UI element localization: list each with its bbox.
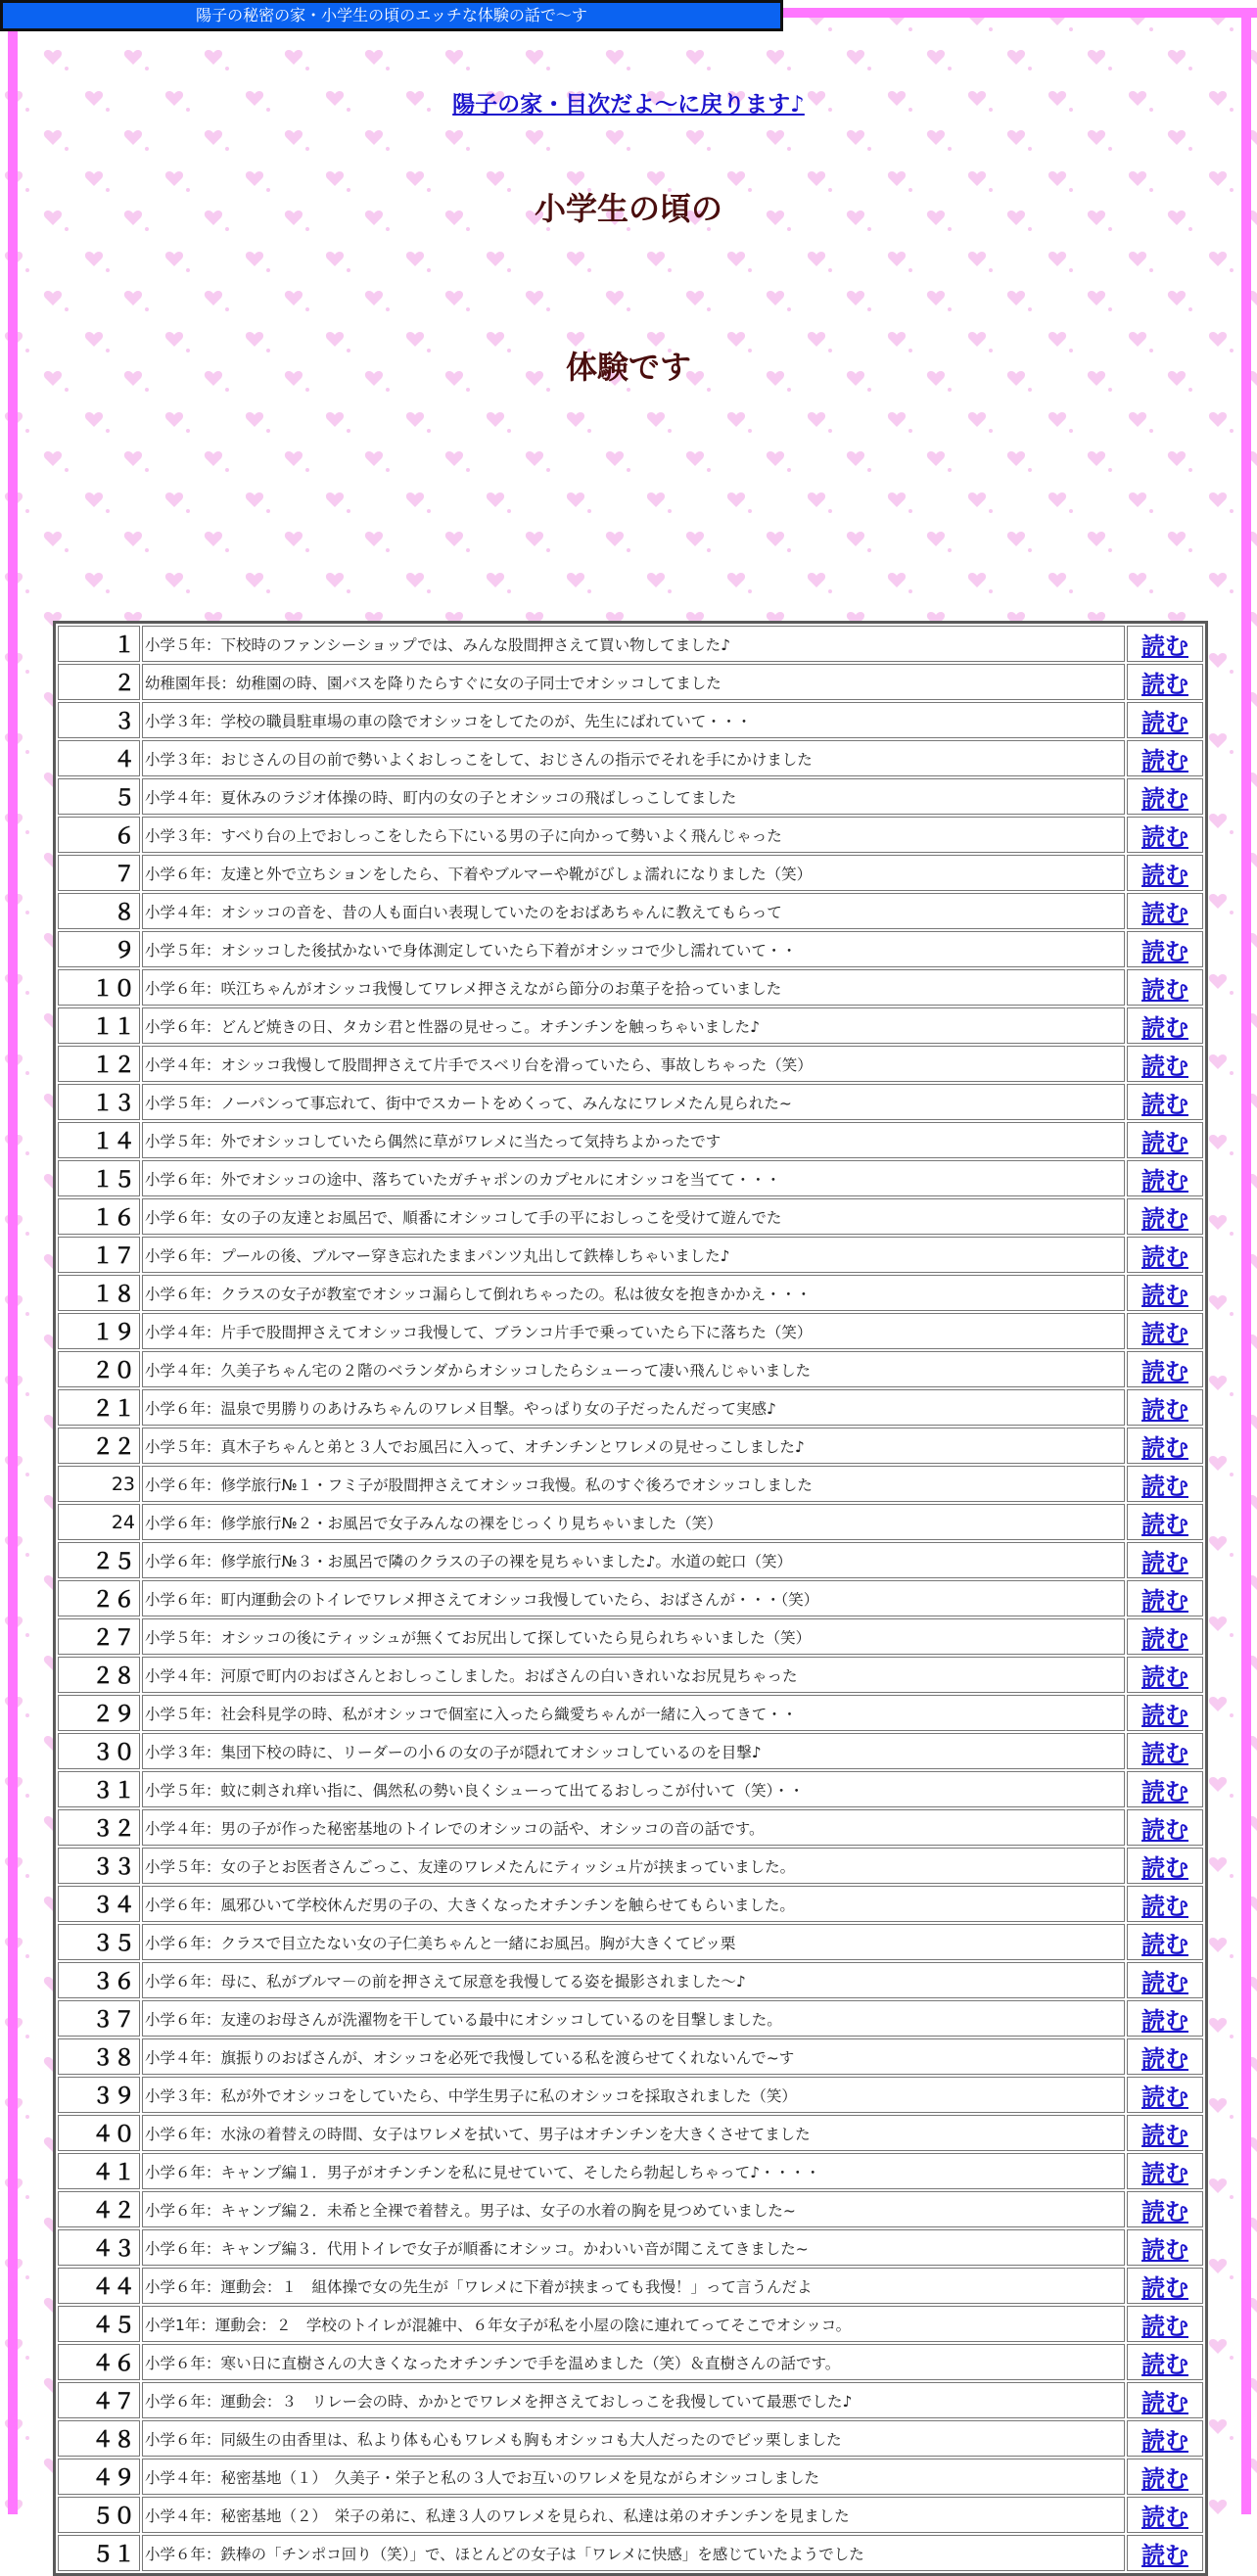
read-link[interactable]: 読む <box>1141 1702 1188 1729</box>
row-number: ３ <box>58 702 140 738</box>
page-title-line1: 小学生の頃の <box>534 190 722 227</box>
row-read-cell <box>1127 931 1203 967</box>
row-number: ４９ <box>58 2459 140 2495</box>
table-row <box>58 1504 1203 1540</box>
table-row <box>58 1848 1203 1884</box>
row-number: ４５ <box>58 2306 140 2342</box>
row-number: ２１ <box>58 1389 140 1426</box>
table-row <box>58 1084 1203 1120</box>
row-description: 小学６年：風邪ひいて学校休んだ男の子の、大きくなったオチンチンを触らせてもらいました。 <box>142 1886 1125 1922</box>
row-read-cell <box>1127 1618 1203 1655</box>
row-description: 小学６年：町内運動会のトイレでワレメ押さえてオシッコ我慢していたら、おばさんが・・・（笑） <box>142 1580 1125 1616</box>
row-description: 小学５年：外でオシッコしていたら偶然に草がワレメに当たって気持ちよかったです <box>142 1122 1125 1158</box>
page-header-title: 陽子の秘密の家・小学生の頃のエッチな体験の話で～す <box>0 0 783 31</box>
table-row <box>58 1198 1203 1235</box>
table-row <box>58 778 1203 815</box>
read-link[interactable]: 読む <box>1141 1014 1188 1042</box>
row-number: １２ <box>58 1046 140 1082</box>
row-number: ３５ <box>58 1924 140 1960</box>
row-description: 小学５年：女の子とお医者さんごっこ、友達のワレメたんにティッシュ片が挟まっていました。 <box>142 1848 1125 1884</box>
row-read-cell <box>1127 1313 1203 1349</box>
row-description: 小学６年：女の子の友達とお風呂で、順番にオシッコして手の平におしっこを受けて遊んでた <box>142 1198 1125 1235</box>
row-number: ４２ <box>58 2191 140 2227</box>
row-number: ２８ <box>58 1657 140 1693</box>
read-link[interactable]: 読む <box>1141 1282 1188 1309</box>
back-to-index-link[interactable]: 陽子の家・目次だよ～に戻ります♪ <box>452 92 805 117</box>
row-description: 小学３年：私が外でオシッコをしていたら、中学生男子に私のオシッコを採取されました（笑） <box>142 2077 1125 2113</box>
read-link[interactable]: 読む <box>1141 1205 1188 1233</box>
read-link[interactable]: 読む <box>1141 632 1188 660</box>
table-row <box>58 2344 1203 2380</box>
back-link-container <box>0 86 1257 118</box>
row-number: ７ <box>58 855 140 891</box>
table-row <box>58 2077 1203 2113</box>
read-link[interactable]: 読む <box>1141 900 1188 927</box>
row-read-cell <box>1127 969 1203 1006</box>
table-row <box>58 1886 1203 1922</box>
read-link[interactable]: 読む <box>1141 976 1188 1004</box>
read-link[interactable]: 読む <box>1141 1931 1188 1958</box>
row-read-cell <box>1127 855 1203 891</box>
row-description: 小学３年：おじさんの目の前で勢いよくおしっこをして、おじさんの指示でそれを手にかけました <box>142 740 1125 776</box>
table-row <box>58 2382 1203 2418</box>
table-row <box>58 1733 1203 1769</box>
row-read-cell <box>1127 1695 1203 1731</box>
table-row <box>58 931 1203 967</box>
table-row <box>58 2420 1203 2457</box>
row-number: ５０ <box>58 2497 140 2533</box>
row-read-cell <box>1127 702 1203 738</box>
table-row <box>58 2535 1203 2571</box>
table-row <box>58 1275 1203 1311</box>
row-read-cell <box>1127 2268 1203 2304</box>
table-row <box>58 2038 1203 2075</box>
row-number: ３０ <box>58 1733 140 1769</box>
row-description: 小学６年：友達のお母さんが洗濯物を干している最中にオシッコしているのを目撃しました。 <box>142 2000 1125 2037</box>
row-description: 小学６年：運動会：３ リレー会の時、かかとでワレメを押さえておしっこを我慢していて最悪でした♪ <box>142 2382 1125 2418</box>
read-link[interactable]: 読む <box>1141 1740 1188 1767</box>
row-description: 小学４年：オシッコの音を、昔の人も面白い表現していたのをおばあちゃんに教えてもらって <box>142 893 1125 929</box>
row-read-cell <box>1127 626 1203 662</box>
row-number: １５ <box>58 1160 140 1196</box>
read-link[interactable]: 読む <box>1141 2122 1188 2149</box>
row-description: 小学６年：修学旅行№２・お風呂で女子みんなの裸をじっくり見ちゃいました（笑） <box>142 1504 1125 1540</box>
row-read-cell <box>1127 2038 1203 2075</box>
pink-frame-top <box>783 8 1257 18</box>
row-number: ４ <box>58 740 140 776</box>
read-link[interactable]: 読む <box>1141 2542 1188 2569</box>
row-number: １９ <box>58 1313 140 1349</box>
row-number: ３４ <box>58 1886 140 1922</box>
row-number: １８ <box>58 1275 140 1311</box>
row-number: ３９ <box>58 2077 140 2113</box>
row-description: 小学６年：寒い日に直樹さんの大きくなったオチンチンで手を温めました（笑）＆直樹さんの話です。 <box>142 2344 1125 2380</box>
row-read-cell <box>1127 1504 1203 1540</box>
row-number: ４４ <box>58 2268 140 2304</box>
row-description: 小学６年：水泳の着替えの時間、女子はワレメを拭いて、男子はオチンチンを大きくさせてました <box>142 2115 1125 2151</box>
row-read-cell <box>1127 1771 1203 1807</box>
row-description: 小学４年：片手で股間押さえてオシッコ我慢して、ブランコ片手で乗っていたら下に落ちた（笑） <box>142 1313 1125 1349</box>
read-link[interactable]: 読む <box>1141 1969 1188 1996</box>
row-description: 小学４年：夏休みのラジオ体操の時、町内の女の子とオシッコの飛ばしっこしてました <box>142 778 1125 815</box>
row-description: 幼稚園年長：幼稚園の時、園バスを降りたらすぐに女の子同士でオシッコしてました <box>142 664 1125 700</box>
read-link[interactable]: 読む <box>1141 2007 1188 2035</box>
table-row <box>58 1657 1203 1693</box>
row-number: ２０ <box>58 1351 140 1387</box>
row-description: 小学５年：社会科見学の時、私がオシッコで個室に入ったら織愛ちゃんが一緒に入ってきて・・ <box>142 1695 1125 1731</box>
row-read-cell <box>1127 2420 1203 2457</box>
row-number: ３１ <box>58 1771 140 1807</box>
row-read-cell <box>1127 1848 1203 1884</box>
story-list-body <box>58 626 1203 2571</box>
read-link[interactable]: 読む <box>1141 2504 1188 2531</box>
table-row <box>58 2000 1203 2037</box>
read-link[interactable]: 読む <box>1141 2160 1188 2187</box>
row-description: 小学1年：運動会：２ 学校のトイレが混雑中、６年女子が私を小屋の陰に連れてってそこでオシッコ。 <box>142 2306 1125 2342</box>
table-row <box>58 1695 1203 1731</box>
row-number: １０ <box>58 969 140 1006</box>
row-number: ２２ <box>58 1428 140 1464</box>
row-description: 小学６年：友達と外で立ちションをしたら、下着やブルマーや靴がびしょ濡れになりました（笑） <box>142 855 1125 891</box>
row-description: 小学６年：温泉で男勝りのあけみちゃんのワレメ目撃。やっぱり女の子だったんだって実感♪ <box>142 1389 1125 1426</box>
row-description: 小学６年：母に、私がブルマ－の前を押さえて尿意を我慢してる姿を撮影されました～♪ <box>142 1962 1125 1998</box>
row-read-cell <box>1127 2459 1203 2495</box>
row-number: ３６ <box>58 1962 140 1998</box>
row-number: ２５ <box>58 1542 140 1578</box>
read-link[interactable]: 読む <box>1141 1511 1188 1538</box>
table-row <box>58 2306 1203 2342</box>
read-link[interactable]: 読む <box>1141 1396 1188 1424</box>
read-link[interactable]: 読む <box>1141 2389 1188 2416</box>
row-read-cell <box>1127 2229 1203 2266</box>
row-number: ４８ <box>58 2420 140 2457</box>
read-link[interactable]: 読む <box>1141 938 1188 965</box>
row-number: ５１ <box>58 2535 140 2571</box>
row-read-cell <box>1127 1198 1203 1235</box>
row-description: 小学６年：クラスで目立たない女の子仁美ちゃんと一緒にお風呂。胸が大きくてビッ栗 <box>142 1924 1125 1960</box>
row-description: 小学４年：男の子が作った秘密基地のトイレでのオシッコの話や、オシッコの音の話です。 <box>142 1809 1125 1846</box>
read-link[interactable]: 読む <box>1141 1243 1188 1271</box>
read-link[interactable]: 読む <box>1141 1091 1188 1118</box>
row-read-cell <box>1127 1275 1203 1311</box>
row-read-cell <box>1127 2382 1203 2418</box>
row-read-cell <box>1127 1351 1203 1387</box>
row-read-cell <box>1127 1924 1203 1960</box>
row-read-cell <box>1127 1580 1203 1616</box>
row-number: ６ <box>58 817 140 853</box>
row-description: 小学６年：鉄棒の「チンポコ回り（笑）」で、ほとんどの女子は「ワレメに快感」を感じていたようでした <box>142 2535 1125 2571</box>
read-link[interactable]: 読む <box>1141 1129 1188 1156</box>
row-number: ３２ <box>58 1809 140 1846</box>
table-row <box>58 1809 1203 1846</box>
table-row <box>58 1580 1203 1616</box>
read-link[interactable]: 読む <box>1141 823 1188 851</box>
read-link[interactable]: 読む <box>1141 2351 1188 2378</box>
row-description: 小学５年：オシッコした後拭かないで身体測定していたら下着がオシッコで少し濡れていて・・ <box>142 931 1125 967</box>
row-number: ４０ <box>58 2115 140 2151</box>
table-row <box>58 2268 1203 2304</box>
read-link[interactable]: 読む <box>1141 1320 1188 1347</box>
read-link[interactable]: 読む <box>1141 1434 1188 1462</box>
row-description: 小学３年：集団下校の時に、リーダーの小６の女の子が隠れてオシッコしているのを目撃♪ <box>142 1733 1125 1769</box>
page-title-line2: 体験です <box>565 349 691 386</box>
table-row <box>58 1466 1203 1502</box>
row-description: 小学６年：キャンプ編２．未希と全裸で着替え。男子は、女子の水着の胸を見つめていました~ <box>142 2191 1125 2227</box>
row-number: ２９ <box>58 1695 140 1731</box>
row-description: 小学５年：蚊に刺され痒い指に、偶然私の勢い良くシューって出てるおしっこが付いて（笑）・・ <box>142 1771 1125 1807</box>
read-link[interactable]: 読む <box>1141 1625 1188 1653</box>
table-row <box>58 1313 1203 1349</box>
row-description: 小学６年：プールの後、ブルマー穿き忘れたままパンツ丸出して鉄棒しちゃいました♪ <box>142 1237 1125 1273</box>
table-row <box>58 2115 1203 2151</box>
read-link[interactable]: 読む <box>1141 2236 1188 2264</box>
table-row <box>58 969 1203 1006</box>
row-number: ４７ <box>58 2382 140 2418</box>
row-read-cell <box>1127 740 1203 776</box>
row-description: 小学４年：秘密基地（１） 久美子・栄子と私の３人でお互いのワレメを見ながらオシッコしました <box>142 2459 1125 2495</box>
row-description: 小学６年：咲江ちゃんがオシッコ我慢してワレメ押さえながら節分のお菓子を拾っていました <box>142 969 1125 1006</box>
table-row <box>58 1962 1203 1998</box>
row-number: ３７ <box>58 2000 140 2037</box>
table-row <box>58 893 1203 929</box>
row-read-cell <box>1127 2000 1203 2037</box>
row-read-cell <box>1127 2497 1203 2533</box>
row-read-cell <box>1127 1160 1203 1196</box>
row-number: 23 <box>58 1466 140 1502</box>
row-number: ３３ <box>58 1848 140 1884</box>
row-description: 小学４年：河原で町内のおばさんとおしっこしました。おばさんの白いきれいなお尻見ちゃった <box>142 1657 1125 1693</box>
row-number: ４１ <box>58 2153 140 2189</box>
row-description: 小学４年：オシッコ我慢して股間押さえて片手でスベリ台を滑っていたら、事故しちゃった（笑） <box>142 1046 1125 1082</box>
row-read-cell <box>1127 1657 1203 1693</box>
read-link[interactable]: 読む <box>1141 2045 1188 2073</box>
row-number: １４ <box>58 1122 140 1158</box>
row-description: 小学６年：修学旅行№３・お風呂で隣のクラスの子の裸を見ちゃいました♪。水道の蛇口（笑） <box>142 1542 1125 1578</box>
row-read-cell <box>1127 1084 1203 1120</box>
row-number: ４６ <box>58 2344 140 2380</box>
table-row <box>58 2229 1203 2266</box>
read-link[interactable]: 読む <box>1141 2198 1188 2225</box>
table-row <box>58 1122 1203 1158</box>
row-read-cell <box>1127 2115 1203 2151</box>
table-row <box>58 1351 1203 1387</box>
row-read-cell <box>1127 893 1203 929</box>
row-description: 小学６年：同級生の由香里は、私より体も心もワレメも胸もオシッコも大人だったのでビッ栗しました <box>142 2420 1125 2457</box>
table-row <box>58 1007 1203 1044</box>
row-read-cell <box>1127 2306 1203 2342</box>
row-read-cell <box>1127 2153 1203 2189</box>
table-row <box>58 2459 1203 2495</box>
row-read-cell <box>1127 1122 1203 1158</box>
table-row <box>58 2497 1203 2533</box>
row-read-cell <box>1127 1466 1203 1502</box>
read-link[interactable]: 読む <box>1141 709 1188 736</box>
row-read-cell <box>1127 1046 1203 1082</box>
table-row <box>58 817 1203 853</box>
read-link[interactable]: 読む <box>1141 2313 1188 2340</box>
row-read-cell <box>1127 2191 1203 2227</box>
row-read-cell <box>1127 778 1203 815</box>
row-number: ８ <box>58 893 140 929</box>
row-description: 小学５年：下校時のファンシーショップでは、みんな股間押さえて買い物してました♪ <box>142 626 1125 662</box>
read-link[interactable]: 読む <box>1141 1053 1188 1080</box>
row-number: ２６ <box>58 1580 140 1616</box>
table-row <box>58 1924 1203 1960</box>
row-description: 小学５年：ノーパンって事忘れて、街中でスカートをめくって、みんなにワレメたん見られた~ <box>142 1084 1125 1120</box>
row-description: 小学６年：修学旅行№１・フミ子が股間押さえてオシッコ我慢。私のすぐ後ろでオシッコしました <box>142 1466 1125 1502</box>
row-description: 小学５年：真木子ちゃんと弟と３人でお風呂に入って、オチンチンとワレメの見せっこしました♪ <box>142 1428 1125 1464</box>
row-description: 小学４年：旗振りのおばさんが、オシッコを必死で我慢している私を渡らせてくれないんで~す <box>142 2038 1125 2075</box>
row-description: 小学６年：外でオシッコの途中、落ちていたガチャポンのカプセルにオシッコを当てて・・・ <box>142 1160 1125 1196</box>
row-number: １ <box>58 626 140 662</box>
row-description: 小学４年：久美子ちゃん宅の２階のベランダからオシッコしたらシューって凄い飛んじゃいました <box>142 1351 1125 1387</box>
pink-frame-left <box>8 23 18 2514</box>
row-read-cell <box>1127 1428 1203 1464</box>
row-read-cell <box>1127 1007 1203 1044</box>
row-description: 小学６年：キャンプ編１．男子がオチンチンを私に見せていて、そしたら勃起しちゃって♪・・・・ <box>142 2153 1125 2189</box>
table-row <box>58 740 1203 776</box>
table-row <box>58 626 1203 662</box>
read-link[interactable]: 読む <box>1141 1473 1188 1500</box>
row-description: 小学６年：どんど焼きの日、タカシ君と性器の見せっこ。オチンチンを触っちゃいました♪ <box>142 1007 1125 1044</box>
read-link[interactable]: 読む <box>1141 2465 1188 2493</box>
table-row <box>58 1428 1203 1464</box>
read-link[interactable]: 読む <box>1141 1854 1188 1882</box>
read-link[interactable]: 読む <box>1141 2274 1188 2302</box>
read-link[interactable]: 読む <box>1141 1816 1188 1844</box>
read-link[interactable]: 読む <box>1141 1549 1188 1576</box>
table-row <box>58 1618 1203 1655</box>
read-link[interactable]: 読む <box>1141 671 1188 698</box>
row-number: ４３ <box>58 2229 140 2266</box>
read-link[interactable]: 読む <box>1141 1358 1188 1385</box>
row-description: 小学６年：クラスの女子が教室でオシッコ漏らして倒れちゃったの。私は彼女を抱きかかえ・・・ <box>142 1275 1125 1311</box>
row-number: ２７ <box>58 1618 140 1655</box>
read-link[interactable]: 読む <box>1141 1587 1188 1615</box>
row-read-cell <box>1127 1237 1203 1273</box>
row-read-cell <box>1127 1733 1203 1769</box>
row-description: 小学４年：秘密基地（２） 栄子の弟に、私達３人のワレメを見られ、私達は弟のオチンチンを見ました <box>142 2497 1125 2533</box>
read-link[interactable]: 読む <box>1141 1167 1188 1194</box>
row-read-cell <box>1127 1809 1203 1846</box>
read-link[interactable]: 読む <box>1141 1778 1188 1805</box>
row-number: １３ <box>58 1084 140 1120</box>
row-description: 小学３年：学校の職員駐車場の車の陰でオシッコをしてたのが、先生にばれていて・・・ <box>142 702 1125 738</box>
table-row <box>58 1389 1203 1426</box>
read-link[interactable]: 読む <box>1141 1663 1188 1691</box>
row-number: １６ <box>58 1198 140 1235</box>
row-number: ５ <box>58 778 140 815</box>
row-description: 小学６年：キャンプ編３．代用トイレで女子が順番にオシッコ。かわいい音が聞こえてきました~ <box>142 2229 1125 2266</box>
row-number: ９ <box>58 931 140 967</box>
row-number: １１ <box>58 1007 140 1044</box>
row-read-cell <box>1127 1542 1203 1578</box>
story-list-table <box>53 621 1208 2576</box>
row-description: 小学６年：運動会：１ 組体操で女の先生が「ワレメに下着が挟まっても我慢！」って言うんだよ <box>142 2268 1125 2304</box>
table-row <box>58 2153 1203 2189</box>
read-link[interactable]: 読む <box>1141 785 1188 813</box>
row-read-cell <box>1127 1962 1203 1998</box>
row-number: 24 <box>58 1504 140 1540</box>
row-number: ２ <box>58 664 140 700</box>
table-row <box>58 2191 1203 2227</box>
table-row <box>58 1237 1203 1273</box>
row-read-cell <box>1127 2077 1203 2113</box>
table-row <box>58 1542 1203 1578</box>
table-row <box>58 855 1203 891</box>
table-row <box>58 664 1203 700</box>
read-link[interactable]: 読む <box>1141 1893 1188 1920</box>
table-row <box>58 702 1203 738</box>
row-read-cell <box>1127 817 1203 853</box>
table-row <box>58 1046 1203 1082</box>
row-read-cell <box>1127 664 1203 700</box>
row-read-cell <box>1127 2344 1203 2380</box>
row-description: 小学５年：オシッコの後にティッシュが無くてお尻出して探していたら見られちゃいました（笑） <box>142 1618 1125 1655</box>
read-link[interactable]: 読む <box>1141 747 1188 774</box>
row-read-cell <box>1127 1389 1203 1426</box>
row-description: 小学３年：すべり台の上でおしっこをしたら下にいる男の子に向かって勢いよく飛んじゃった <box>142 817 1125 853</box>
read-link[interactable]: 読む <box>1141 2084 1188 2111</box>
read-link[interactable]: 読む <box>1141 862 1188 889</box>
row-read-cell <box>1127 1886 1203 1922</box>
table-row <box>58 1771 1203 1807</box>
row-number: １７ <box>58 1237 140 1273</box>
read-link[interactable]: 読む <box>1141 2427 1188 2455</box>
table-row <box>58 1160 1203 1196</box>
row-read-cell <box>1127 2535 1203 2571</box>
row-number: ３８ <box>58 2038 140 2075</box>
